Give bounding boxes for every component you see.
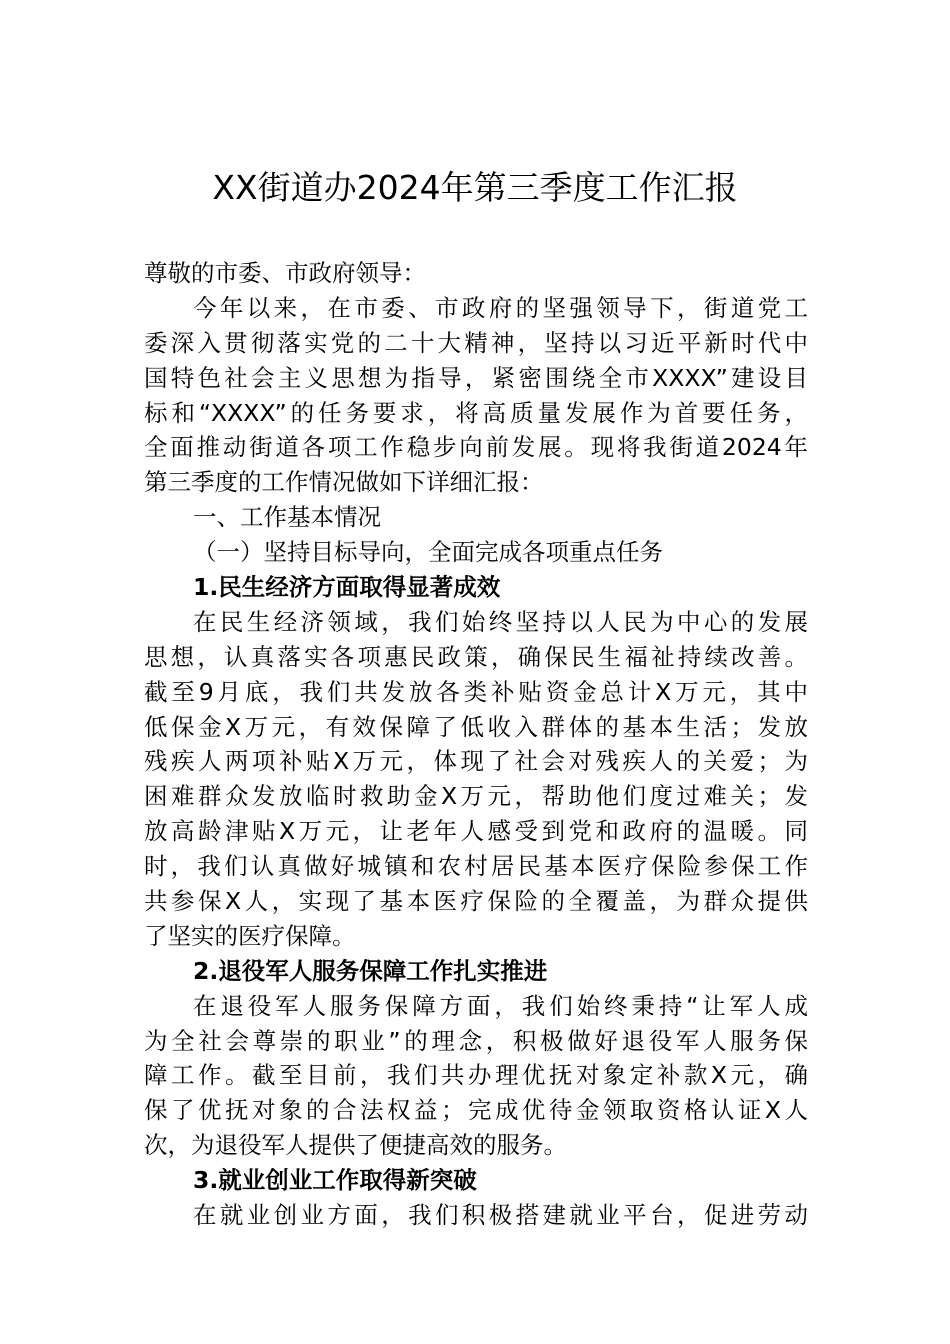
paragraph-line: 截至9月底，我们共发放各类补贴资金总计X万元，其中 xyxy=(144,677,808,706)
paragraph-line: 委深入贯彻落实党的二十大精神，坚持以习近平新时代中 xyxy=(144,328,808,357)
paragraph-line: 障工作。截至目前，我们共办理优抚对象定补款X元，确 xyxy=(144,1061,808,1090)
item-heading: 3.就业创业工作取得新突破 xyxy=(193,1166,477,1195)
paragraph-line: 困难群众发放临时救助金X万元，帮助他们度过难关；发 xyxy=(144,782,808,811)
subsection-heading: （一）坚持目标导向，全面完成各项重点任务 xyxy=(193,538,663,567)
paragraph-line: 在就业创业方面，我们积极搭建就业平台，促进劳动 xyxy=(193,1201,808,1230)
item-heading: 1.民生经济方面取得显著成效 xyxy=(193,573,501,602)
paragraph-line: 标和“XXXX”的任务要求，将高质量发展作为首要任务， xyxy=(144,398,808,427)
paragraph-line: 在民生经济领域，我们始终坚持以人民为中心的发展 xyxy=(193,607,808,636)
paragraph-line: 低保金X万元，有效保障了低收入群体的基本生活；发放 xyxy=(144,712,808,741)
paragraph-line: 在退役军人服务保障方面，我们始终秉持“让军人成 xyxy=(193,991,808,1020)
paragraph-line: 第三季度的工作情况做如下详细汇报： xyxy=(144,468,544,497)
paragraph-line: 放高龄津贴X万元，让老年人感受到党和政府的温暖。同 xyxy=(144,817,808,846)
paragraph-line: 思想，认真落实各项惠民政策，确保民生福祉持续改善。 xyxy=(144,642,808,671)
salutation: 尊敬的市委、市政府领导： xyxy=(144,259,426,287)
document-body xyxy=(144,256,808,1233)
paragraph-line: 为全社会尊崇的职业”的理念，积极做好退役军人服务保 xyxy=(144,1026,808,1055)
paragraph-line: 国特色社会主义思想为指导，紧密围绕全市XXXX”建设目 xyxy=(144,363,808,392)
section-heading: 一、工作基本情况 xyxy=(193,503,381,532)
item-heading: 2.退役军人服务保障工作扎实推进 xyxy=(193,956,548,985)
paragraph-line: 今年以来，在市委、市政府的坚强领导下，街道党工 xyxy=(193,293,808,322)
paragraph-line: 时，我们认真做好城镇和农村居民基本医疗保险参保工作 xyxy=(144,852,808,881)
document-title: XX街道办2024年第三季度工作汇报 xyxy=(212,168,738,207)
paragraph-line: 次，为退役军人提供了便捷高效的服务。 xyxy=(144,1131,567,1160)
paragraph-line: 保了优抚对象的合法权益；完成优待金领取资格认证X人 xyxy=(144,1096,808,1125)
paragraph-line: 了坚实的医疗保障。 xyxy=(144,921,356,950)
paragraph-line: 共参保X人，实现了基本医疗保险的全覆盖，为群众提供 xyxy=(144,887,808,916)
paragraph-line: 残疾人两项补贴X万元，体现了社会对残疾人的关爱；为 xyxy=(144,747,808,776)
paragraph-line: 全面推动街道各项工作稳步向前发展。现将我街道2024年 xyxy=(144,433,808,462)
